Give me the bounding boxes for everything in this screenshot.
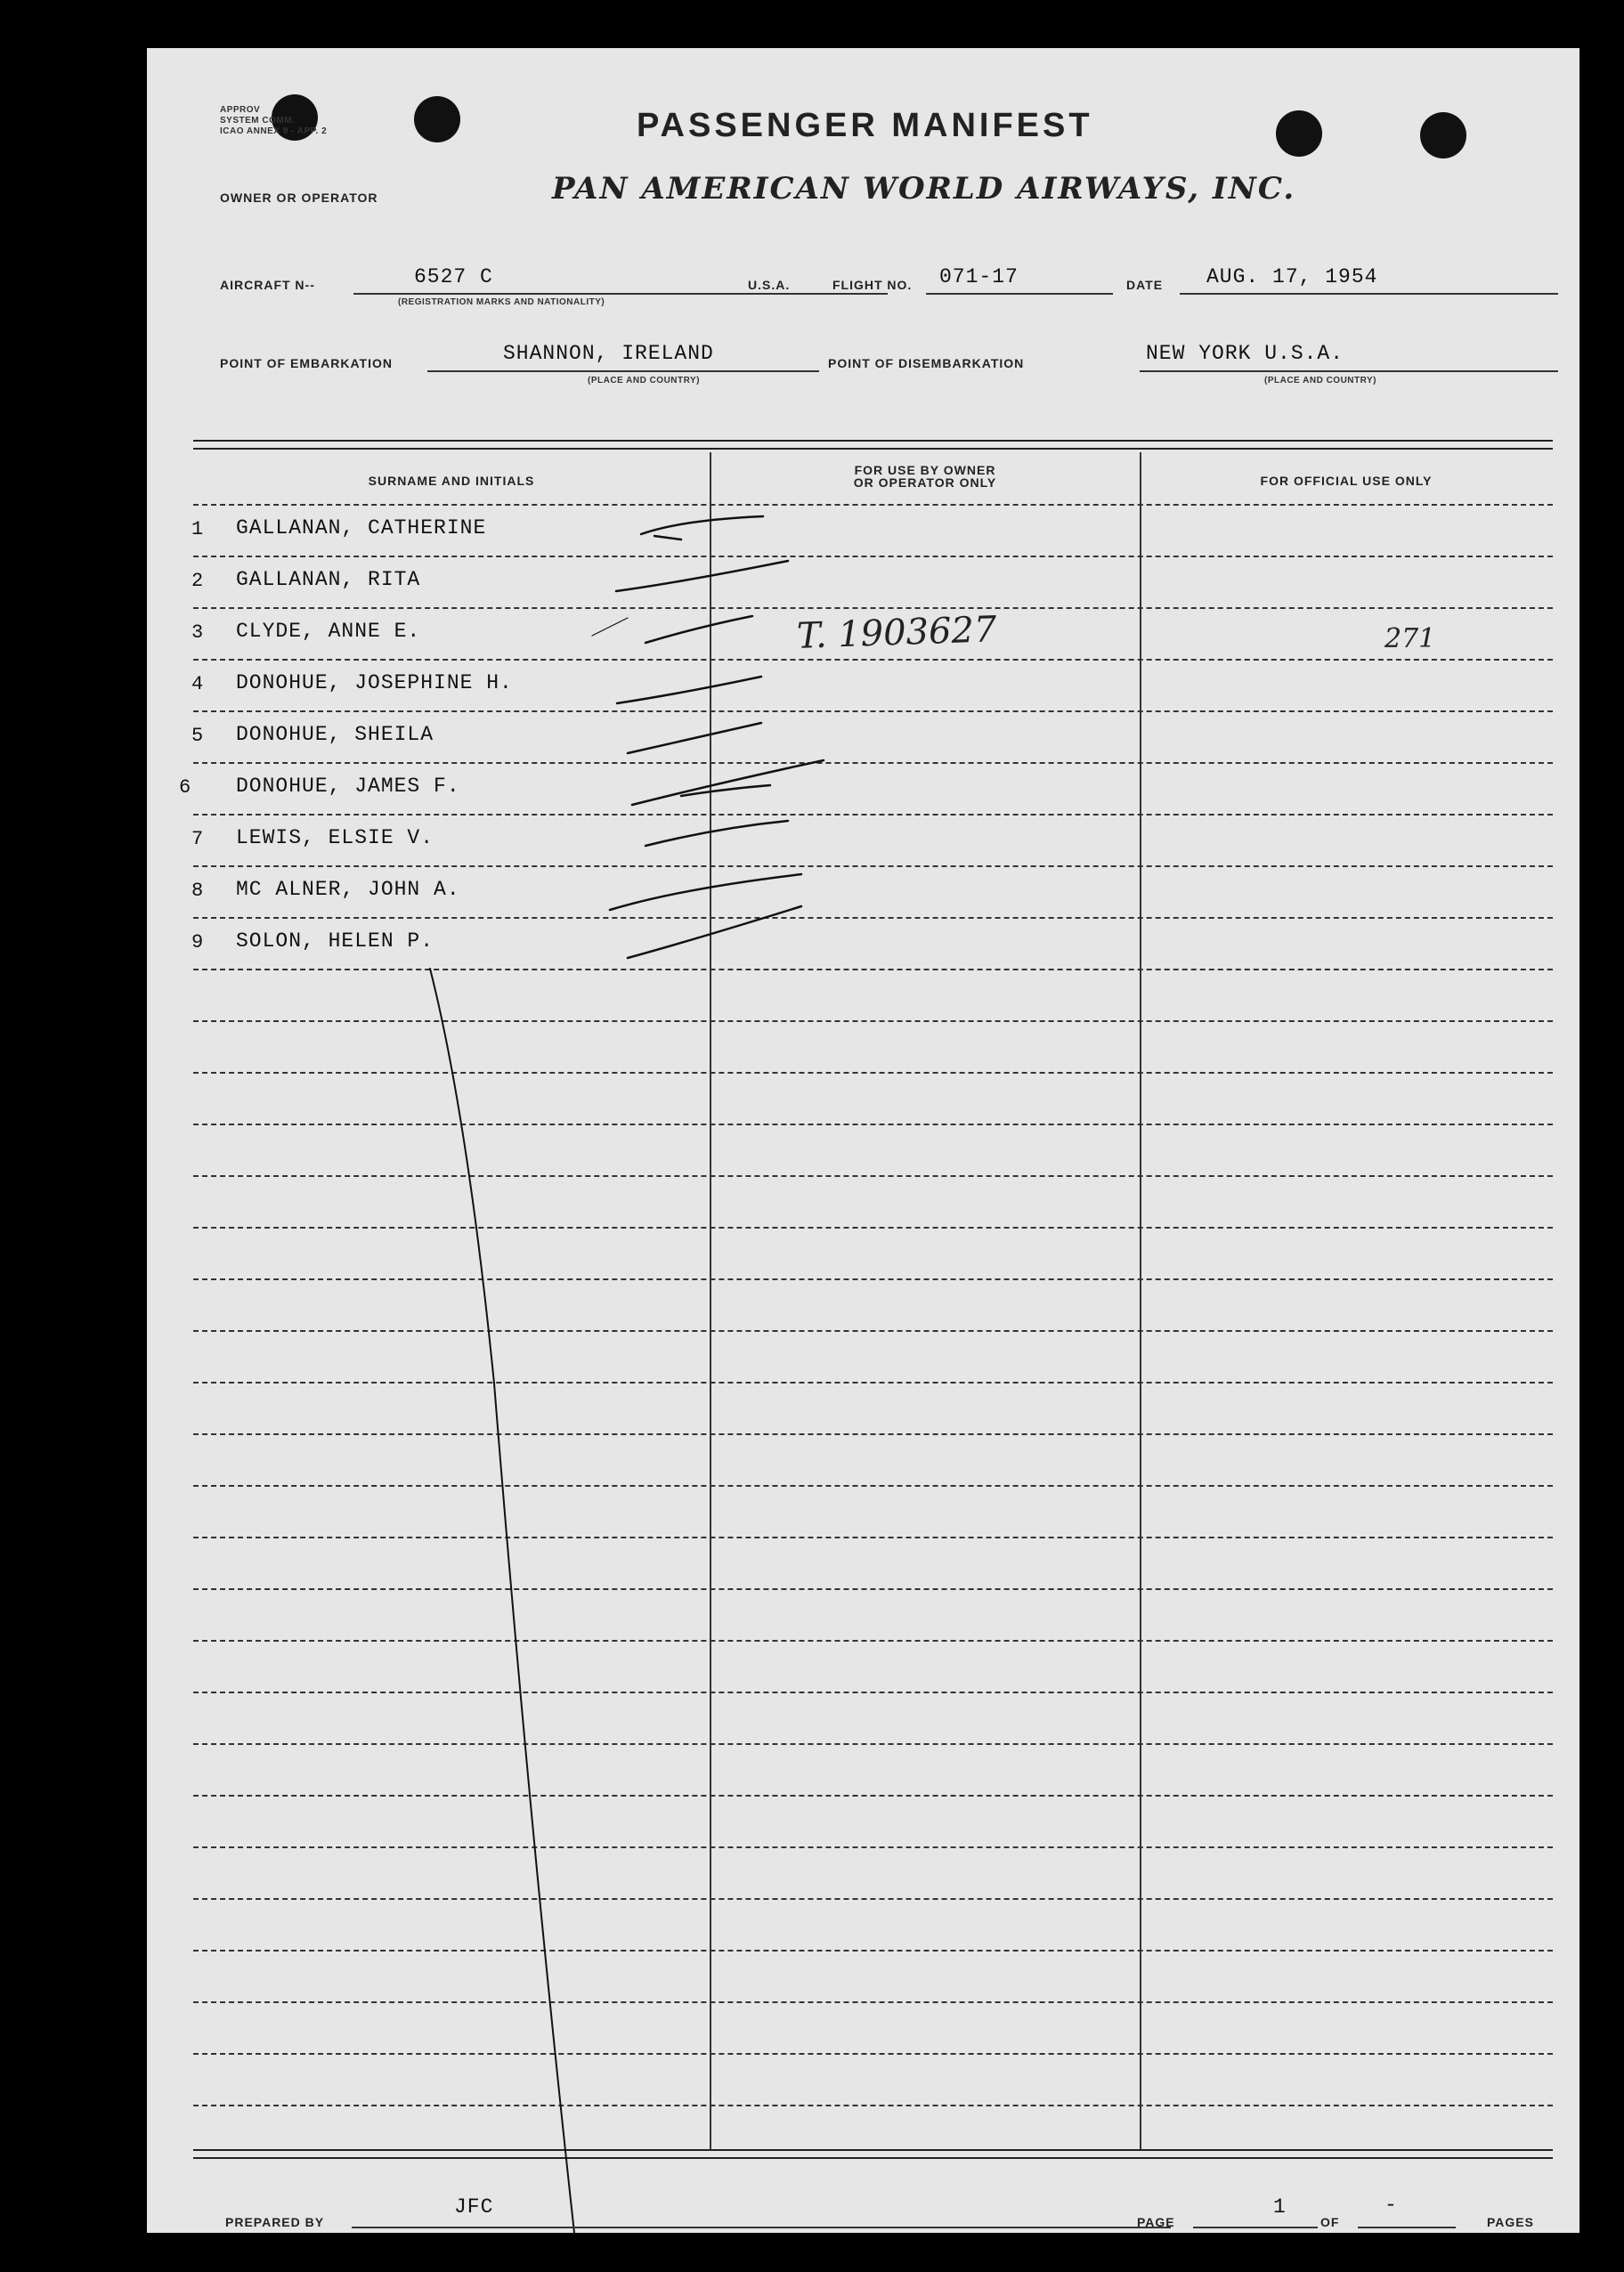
date-value: AUG. 17, 1954 — [1206, 265, 1378, 288]
handwritten-owner-number: T. 1903627 — [796, 609, 998, 657]
approval-line-2: SYSTEM COMM. — [220, 116, 296, 126]
embarkation-label: POINT OF EMBARKATION — [220, 356, 393, 370]
approval-line-1: APPROV — [220, 105, 261, 115]
row-number: 1 — [191, 518, 204, 540]
aircraft-sublabel: (REGISTRATION MARKS AND NATIONALITY) — [398, 297, 605, 307]
passenger-name: DONOHUE, JAMES F. — [236, 775, 460, 798]
of-label: OF — [1320, 2215, 1340, 2229]
passenger-name: DONOHUE, SHEILA — [236, 723, 434, 746]
row-number: 3 — [191, 621, 204, 644]
handwritten-official-number: 271 — [1384, 623, 1436, 654]
passenger-name: CLYDE, ANNE E. — [236, 620, 421, 643]
row-number: 9 — [191, 931, 204, 953]
embarkation-sublabel: (PLACE AND COUNTRY) — [588, 376, 700, 385]
of-value: - — [1384, 2194, 1398, 2217]
aircraft-value: 6527 C — [414, 265, 493, 288]
column-header-owner-1: FOR USE BY OWNER — [854, 463, 996, 477]
owner-label: OWNER OR OPERATOR — [220, 191, 378, 205]
passenger-name: GALLANAN, RITA — [236, 568, 421, 591]
embarkation-value: SHANNON, IRELAND — [503, 342, 714, 365]
row-number: 6 — [179, 776, 191, 799]
approval-line-3: ICAO ANNEX 9 - APP. 2 — [220, 126, 328, 136]
flight-value: 071-17 — [939, 265, 1019, 288]
date-label: DATE — [1126, 278, 1164, 292]
passenger-name: MC ALNER, JOHN A. — [236, 878, 460, 901]
manifest-sheet — [147, 48, 1579, 2233]
prepared-by-value: JFC — [454, 2195, 494, 2219]
pages-label: PAGES — [1487, 2215, 1534, 2229]
page-label: PAGE — [1137, 2215, 1175, 2229]
disembarkation-sublabel: (PLACE AND COUNTRY) — [1264, 376, 1376, 385]
pen-check-marks — [147, 48, 1579, 2233]
disembarkation-label: POINT OF DISEMBARKATION — [828, 356, 1025, 370]
passenger-name: GALLANAN, CATHERINE — [236, 516, 487, 540]
row-number: 7 — [191, 828, 204, 850]
owner-value: PAN AMERICAN WORLD AIRWAYS, INC. — [552, 171, 1296, 207]
passenger-name: SOLON, HELEN P. — [236, 929, 434, 953]
column-header-owner-2: OR OPERATOR ONLY — [853, 475, 997, 490]
disembarkation-value: NEW YORK U.S.A. — [1146, 342, 1344, 365]
aircraft-label: AIRCRAFT N-- — [220, 278, 315, 292]
page-value: 1 — [1273, 2195, 1287, 2219]
row-number: 2 — [191, 570, 204, 592]
page-title: PASSENGER MANIFEST — [637, 107, 1093, 144]
country-label: U.S.A. — [748, 278, 791, 292]
row-number: 4 — [191, 673, 204, 695]
flight-label: FLIGHT NO. — [832, 278, 913, 292]
prepared-by-label: PREPARED BY — [225, 2215, 325, 2229]
column-header-official: FOR OFFICIAL USE ONLY — [1260, 474, 1433, 488]
row-number: 8 — [191, 880, 204, 902]
column-header-surname: SURNAME AND INITIALS — [368, 474, 535, 488]
row-number: 5 — [191, 725, 204, 747]
passenger-name: LEWIS, ELSIE V. — [236, 826, 434, 849]
passenger-name: DONOHUE, JOSEPHINE H. — [236, 671, 513, 694]
